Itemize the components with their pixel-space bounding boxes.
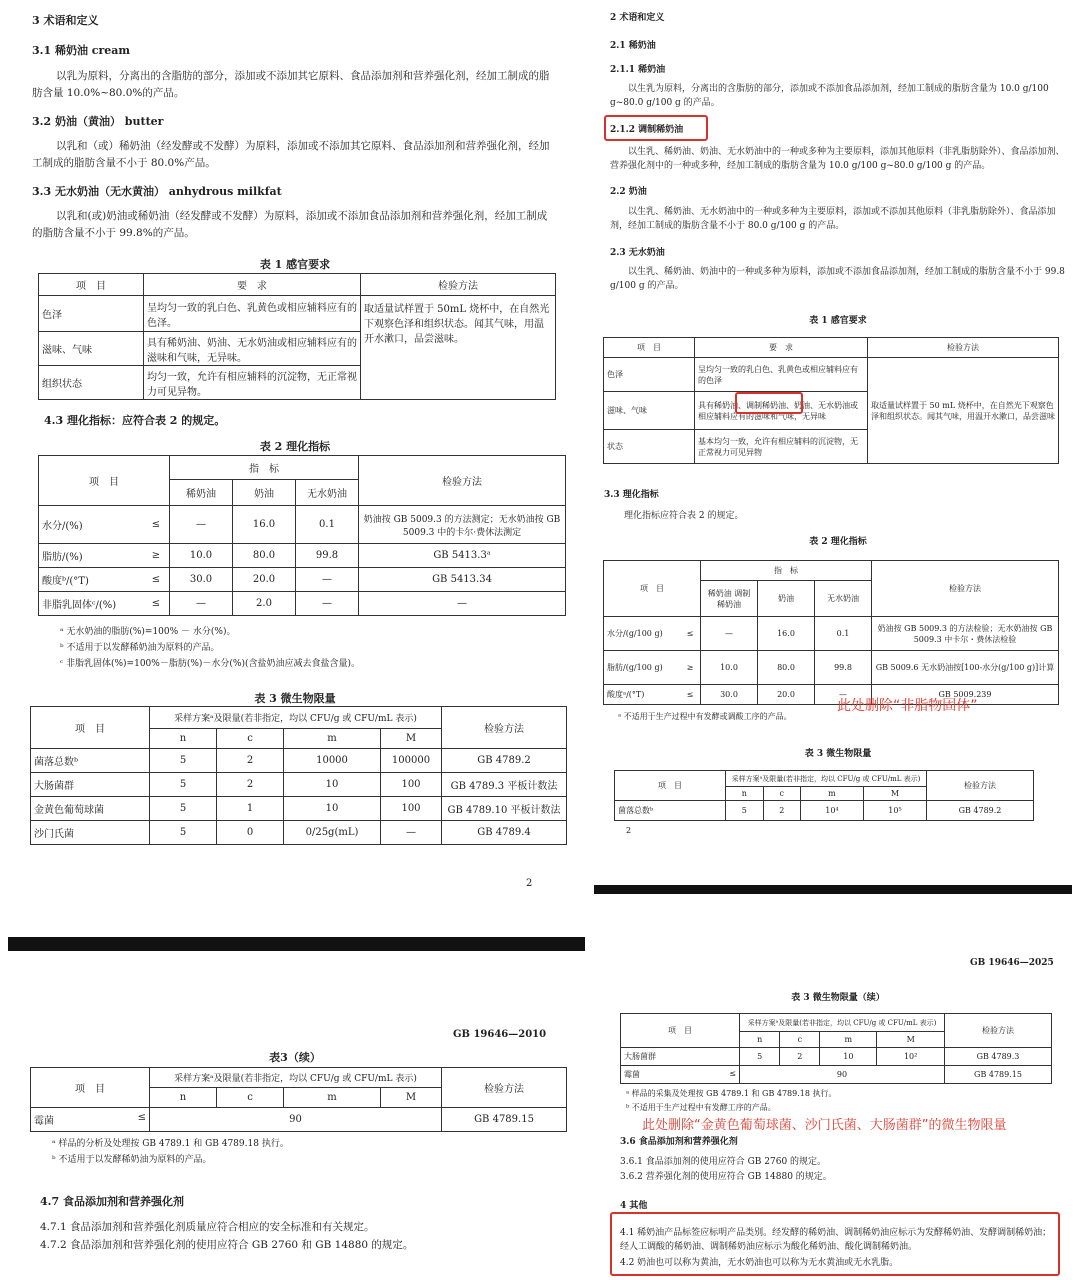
table-note: ᵇ 不适用于以发酵稀奶油为原料的产品。 xyxy=(52,1155,212,1165)
paragraph: 以生乳、稀奶油、奶油、无水奶油中的一种或多种为主要原料，添加其他原料（非乳脂肪除外）、食品添加剂、营养强化剂中的一种或多种，经加工制成的脂肪含量为 10.0 g/100 g~80.0 g/100 g 的产品。 xyxy=(610,147,1065,171)
table-header: 指 标 xyxy=(701,561,872,581)
table-cell: GB 4789.15 xyxy=(945,1066,1052,1084)
table-cell: GB 5413.34 xyxy=(359,568,566,592)
table-header: m xyxy=(800,787,863,801)
table-cell: — xyxy=(381,821,442,845)
section-heading: 3.3 无水奶油（无水黄油） anhydrous milkfat xyxy=(32,185,282,198)
paragraph: 以乳为原料，分离出的含脂肪的部分，添加或不添加其它原料、食品添加剂和营养强化剂，经加工制成的脂肪含量 10.0%~80.0%的产品。 xyxy=(32,70,550,99)
table-cell: 2 xyxy=(763,801,800,821)
table-cell: 均匀一致，允许有相应辅料的沉淀物，无正常视力可见异物。 xyxy=(144,366,361,400)
table-header: m xyxy=(284,729,381,749)
table-header: m xyxy=(820,1032,877,1048)
doc-number: GB 19646—2010 xyxy=(453,1029,547,1040)
table-header: 项 目 xyxy=(615,771,726,801)
table-header: c xyxy=(780,1032,820,1048)
section-heading: 3.6 食品添加剂和营养强化剂 xyxy=(620,1137,738,1147)
section-heading: 2.1.1 稀奶油 xyxy=(610,65,666,75)
table-cell: — xyxy=(815,685,872,705)
table-cell: 具有稀奶油、奶油、无水奶油或相应辅料应有的滋味和气味，无异味。 xyxy=(144,332,361,366)
table-header: 要 求 xyxy=(144,274,361,296)
table-cell: 80.0 xyxy=(233,544,296,568)
table-cell: 5 xyxy=(726,801,764,821)
table-cell: 状态 xyxy=(604,430,695,464)
table-header: M xyxy=(381,1088,442,1108)
table-cell: 99.8 xyxy=(815,651,872,685)
table-cell: 5 xyxy=(740,1048,780,1066)
divider-bar xyxy=(594,885,1072,894)
table-cell: GB 4789.3 xyxy=(945,1048,1052,1066)
sensory-table xyxy=(38,273,556,400)
table-cell: 水分/(%) xyxy=(39,506,144,544)
table-cell: 菌落总数ᵇ xyxy=(31,749,150,773)
table-cell: 10.0 xyxy=(701,651,758,685)
table-cell: 色泽 xyxy=(604,358,695,392)
table-header: c xyxy=(763,787,800,801)
table-cell: GB 4789.15 xyxy=(442,1108,567,1132)
paragraph: 3.6.2 营养强化剂的使用应符合 GB 14880 的规定。 xyxy=(620,1172,832,1182)
sensory-table xyxy=(603,337,1059,464)
table-header: 检验方法 xyxy=(442,707,567,749)
table-header: 检验方法 xyxy=(872,561,1059,617)
table-cell: 菌落总数ᵇ xyxy=(615,801,726,821)
table-title: 表 1 感官要求 xyxy=(809,316,867,326)
table-header: M xyxy=(863,787,926,801)
micro-table xyxy=(30,706,567,845)
table-cell: 2 xyxy=(217,749,284,773)
table-title: 表3（续） xyxy=(269,1051,321,1064)
table-cell: 奶油按 GB 5009.3 的方法测定；无水奶油按 GB 5009.3 中的卡尔·费休法测定 xyxy=(359,506,566,544)
table-header: 检验方法 xyxy=(868,338,1059,358)
table-cell: ≤ xyxy=(680,617,701,651)
table-cell: 呈均匀一致的乳白色、乳黄色或相应辅料应有的色泽 xyxy=(695,358,868,392)
table-cell: — xyxy=(701,617,758,651)
section-heading: 3 术语和定义 xyxy=(32,14,99,27)
table-cell: 90 xyxy=(740,1066,945,1084)
table-cell: 100000 xyxy=(381,749,442,773)
section-heading: 2 术语和定义 xyxy=(610,13,665,23)
page-number: 2 xyxy=(626,826,632,835)
table-cell: 酸度ᵃ/(°T) xyxy=(604,685,681,705)
table-cell: GB 4789.3 平板计数法 xyxy=(442,773,567,797)
table-cell: ≤ xyxy=(143,592,170,616)
table-cell: 10⁵ xyxy=(863,801,926,821)
paragraph: 以乳和(或)奶油或稀奶油（经发酵或不发酵）为原料，添加或不添加食品添加剂和营养强化剂，经加工制成的脂肪含量不小于 99.8%的产品。 xyxy=(32,210,548,239)
table-header: 稀奶油 调制稀奶油 xyxy=(701,581,758,617)
table-cell: 20.0 xyxy=(758,685,815,705)
table-cell: 10 xyxy=(284,773,381,797)
highlight-box xyxy=(604,115,708,141)
table-header: 检验方法 xyxy=(442,1068,567,1108)
table-cell: 0 xyxy=(217,821,284,845)
table-cell: 10 xyxy=(820,1048,877,1066)
table-header: 奶油 xyxy=(233,480,296,506)
table-cell: 10² xyxy=(877,1048,945,1066)
table-header: M xyxy=(381,729,442,749)
table-header: 检验方法 xyxy=(927,771,1034,801)
table-cell: 组织状态 xyxy=(39,366,144,400)
table-cell: GB 4789.4 xyxy=(442,821,567,845)
table-header: 指 标 xyxy=(170,456,359,480)
highlight-box xyxy=(610,1212,1060,1276)
table-header: c xyxy=(217,729,284,749)
table-cell: — xyxy=(296,568,359,592)
table-cell: 呈均匀一致的乳白色、乳黄色或相应辅料应有的色泽。 xyxy=(144,296,361,332)
section-heading: 3.3 理化指标 xyxy=(604,490,659,500)
table-cell: 99.8 xyxy=(296,544,359,568)
micro-table xyxy=(614,770,1034,821)
table-header: 检验方法 xyxy=(361,274,556,296)
table-cell: 10000 xyxy=(284,749,381,773)
section-heading: 2.1.2 调制稀奶油 xyxy=(610,125,684,135)
table-cell-text: 霉菌 xyxy=(624,1070,640,1079)
table-header: 采样方案ᵃ及限量(若非指定，均以 CFU/g 或 CFU/mL 表示) xyxy=(726,771,927,787)
section-heading: 4.7 食品添加剂和营养强化剂 xyxy=(40,1195,184,1208)
table-header: 项 目 xyxy=(31,1068,150,1108)
table-cell: GB 5009.6 无水奶油按[100-水分(g/100 g)]计算 xyxy=(872,651,1059,685)
micro-table-cont xyxy=(620,1013,1052,1084)
table-cell: — xyxy=(359,592,566,616)
table-title: 表 2 理化指标 xyxy=(809,537,867,547)
paragraph: 4.7.1 食品添加剂和营养强化剂质量应符合相应的安全标准和有关规定。 xyxy=(40,1221,375,1233)
table-header: 项 目 xyxy=(604,561,701,617)
table-header: 检验方法 xyxy=(359,456,566,506)
table-cell: ≤ xyxy=(680,685,701,705)
annotation-text: 此处删除“金黄色葡萄球菌、沙门氏菌、大肠菌群”的微生物限量 xyxy=(642,1118,1007,1133)
table-cell: 大肠菌群 xyxy=(31,773,150,797)
table-cell: 10 xyxy=(284,797,381,821)
table-cell: 金黄色葡萄球菌 xyxy=(31,797,150,821)
table-header: 项 目 xyxy=(621,1014,740,1048)
table-cell: 100 xyxy=(381,797,442,821)
table-cell: 5 xyxy=(150,821,217,845)
table-cell: — xyxy=(170,506,233,544)
table-note: ᵃ 样品的采集及处理按 GB 4789.1 和 GB 4789.18 执行。 xyxy=(626,1089,837,1098)
doc-page-2010-bottom xyxy=(0,953,590,1280)
paragraph: 4.2 奶油也可以称为黄油，无水奶油也可以称为无水黄油或无水乳脂。 xyxy=(620,1258,899,1268)
table-title: 表 3 微生物限量 xyxy=(254,692,336,705)
section-heading: 2.2 奶油 xyxy=(610,187,647,197)
divider-bar xyxy=(8,937,585,951)
table-cell: GB 4789.2 xyxy=(927,801,1034,821)
table-cell: 奶油按 GB 5009.3 的方法检验；无水奶油按 GB 5009.3 中卡尔・费休法检验 xyxy=(872,617,1059,651)
table-cell: 16.0 xyxy=(758,617,815,651)
paragraph: 以生乳、稀奶油、奶油中的一种或多种为原料，添加或不添加食品添加剂，经加工制成的脂肪含量不小于 99.8 g/100 g 的产品。 xyxy=(610,267,1065,291)
table-cell: GB 4789.2 xyxy=(442,749,567,773)
table-header: 项 目 xyxy=(39,456,170,506)
section-heading: 4 其他 xyxy=(620,1201,648,1211)
table-header: 采样方案ᵃ及限量(若非指定，均以 CFU/g 或 CFU/mL 表示) xyxy=(150,707,442,729)
table-cell: 100 xyxy=(381,773,442,797)
table-cell: ≥ xyxy=(143,544,170,568)
micro-table-cont xyxy=(30,1067,567,1132)
doc-number: GB 19646—2025 xyxy=(970,958,1054,968)
table-title: 表 2 理化指标 xyxy=(259,440,331,453)
doc-page-2025-top xyxy=(596,0,1080,885)
table-header: 要 求 xyxy=(695,338,868,358)
table-header: n xyxy=(726,787,764,801)
table-cell: 0.1 xyxy=(296,506,359,544)
paragraph: 4.7.2 食品添加剂和营养强化剂的使用应符合 GB 2760 和 GB 14880 的规定。 xyxy=(40,1239,414,1251)
table-header: n xyxy=(150,729,217,749)
table-title: 表 3 微生物限量 xyxy=(804,749,872,759)
table-header: M xyxy=(877,1032,945,1048)
paragraph: 以生乳、稀奶油、无水奶油中的一种或多种为主要原料，添加或不添加其他原料（非乳脂肪除外）、食品添加剂，经加工制成的脂肪含量不小于 80.0 g/100 g 的产品。 xyxy=(610,207,1056,231)
table-cell: 5 xyxy=(150,773,217,797)
table-header: 项 目 xyxy=(31,707,150,749)
table-header: 采样方案ᵃ及限量(若非指定，均以 CFU/g 或 CFU/mL 表示) xyxy=(150,1068,442,1088)
table-header: 采样方案ᵃ及限量(若非指定，均以 CFU/g 或 CFU/mL 表示) xyxy=(740,1014,945,1032)
table-cell: 取适量试样置于 50 mL 烧杯中，在自然光下观察色泽和组织状态。闻其气味，用温开水漱口，品尝滋味 xyxy=(868,358,1059,464)
table-cell: 90 xyxy=(150,1108,442,1132)
paragraph: 理化指标应符合表 2 的规定。 xyxy=(624,511,744,521)
table-cell: 0.1 xyxy=(815,617,872,651)
table-cell: 水分/(g/100 g) xyxy=(604,617,681,651)
table-note: ᵇ 不适用于生产过程中有发酵工序的产品。 xyxy=(626,1103,776,1112)
table-cell: ≤ xyxy=(143,506,170,544)
table-cell: 16.0 xyxy=(233,506,296,544)
table-note: ᶜ 非脂乳固体(%)=100%－脂肪(%)－水分(%)(含盐奶油应减去食盐含量)。 xyxy=(60,659,360,669)
table-note: ᵃ 无水奶油的脂肪(%)=100% － 水分(%)。 xyxy=(60,627,236,637)
table-cell xyxy=(621,1066,740,1084)
table-cell xyxy=(31,1108,150,1132)
table-cell: 具有稀奶油、调制稀奶油、奶油、无水奶油或相应辅料应有的滋味和气味，无异味 xyxy=(695,392,868,430)
table-header: 无水奶油 xyxy=(296,480,359,506)
paragraph: 以乳和（或）稀奶油（经发酵或不发酵）为原料，添加或不添加其它原料、食品添加剂和营养强化剂，经加工制成的脂肪含量不小于 80.0%产品。 xyxy=(32,140,550,169)
paragraph: 3.6.1 食品添加剂的使用应符合 GB 2760 的规定。 xyxy=(620,1157,827,1167)
annotation-text: 此处删除“非脂物固体” xyxy=(837,698,978,714)
doc-page-2010-top xyxy=(0,0,590,905)
table-cell: 10⁴ xyxy=(800,801,863,821)
table-cell: 1 xyxy=(217,797,284,821)
table-note: ᵇ 不适用于以发酵稀奶油为原料的产品。 xyxy=(60,643,220,653)
table-cell-text: ≤ xyxy=(137,1112,146,1123)
table-header: 项 目 xyxy=(604,338,695,358)
table-header: 奶油 xyxy=(758,581,815,617)
physchem-table xyxy=(38,455,566,616)
section-heading: 2.3 无水奶油 xyxy=(610,248,665,258)
table-cell: GB 4789.10 平板计数法 xyxy=(442,797,567,821)
table-cell: 2.0 xyxy=(233,592,296,616)
table-header: 检验方法 xyxy=(945,1014,1052,1048)
table-cell: 滋味、气味 xyxy=(604,392,695,430)
table-title: 表 1 感官要求 xyxy=(259,258,331,271)
table-header: n xyxy=(150,1088,217,1108)
table-cell: 20.0 xyxy=(233,568,296,592)
section-heading: 3.1 稀奶油 cream xyxy=(32,44,131,57)
table-header: 项 目 xyxy=(39,274,144,296)
section-heading: 4.3 理化指标：应符合表 2 的规定。 xyxy=(44,414,226,427)
section-heading: 3.2 奶油（黄油） butter xyxy=(32,115,164,128)
table-cell: 基本均匀一致，允许有相应辅料的沉淀物，无正常视力可见异物 xyxy=(695,430,868,464)
section-heading: 2.1 稀奶油 xyxy=(610,41,656,51)
page-number: 2 xyxy=(526,878,533,889)
physchem-table xyxy=(603,560,1059,705)
paragraph: 以生乳为原料，分离出的含脂肪的部分，添加或不添加食品添加剂，经加工制成的脂肪含量为 10.0 g/100 g~80.0 g/100 g 的产品。 xyxy=(610,84,1049,108)
table-header: 无水奶油 xyxy=(815,581,872,617)
table-cell: 大肠菌群 xyxy=(621,1048,740,1066)
table-cell: GB 5009.239 xyxy=(872,685,1059,705)
table-header: m xyxy=(284,1088,381,1108)
table-cell: 5 xyxy=(150,749,217,773)
table-cell: 脂肪/(g/100 g) xyxy=(604,651,681,685)
table-cell: 脂肪/(%) xyxy=(39,544,144,568)
paragraph: 4.1 稀奶油产品标签应标明产品类别。经发酵的稀奶油、调制稀奶油应标示为发酵稀奶油、发酵调制稀奶油；经人工调酸的稀奶油、调制稀奶油应标示为酸化稀奶油、酸化调制稀奶油。 xyxy=(620,1228,1052,1252)
table-cell: 2 xyxy=(780,1048,820,1066)
table-cell: 沙门氏菌 xyxy=(31,821,150,845)
table-cell: 30.0 xyxy=(170,568,233,592)
table-header: c xyxy=(217,1088,284,1108)
doc-page-2025-bottom xyxy=(596,900,1080,1280)
table-cell: 非脂乳固体ᶜ/(%) xyxy=(39,592,144,616)
table-note: ᵃ 样品的分析及处理按 GB 4789.1 和 GB 4789.18 执行。 xyxy=(52,1139,289,1149)
table-cell: GB 5413.3ᵃ xyxy=(359,544,566,568)
table-cell: 10.0 xyxy=(170,544,233,568)
table-cell: 0/25g(mL) xyxy=(284,821,381,845)
table-cell-text: ≤ xyxy=(729,1069,736,1078)
table-cell: 滋味、气味 xyxy=(39,332,144,366)
highlight-box xyxy=(735,392,803,414)
table-cell: 80.0 xyxy=(758,651,815,685)
table-cell: ≤ xyxy=(143,568,170,592)
table-cell: 酸度ᵇ/(°T) xyxy=(39,568,144,592)
table-cell: 5 xyxy=(150,797,217,821)
table-header: n xyxy=(740,1032,780,1048)
table-note: ᵃ 不适用于生产过程中有发酵或调酸工序的产品。 xyxy=(618,712,792,721)
table-header: 稀奶油 xyxy=(170,480,233,506)
table-cell: 色泽 xyxy=(39,296,144,332)
table-cell: 2 xyxy=(217,773,284,797)
table-cell-text: 霉菌 xyxy=(34,1116,54,1127)
table-cell: 取适量试样置于 50mL 烧杯中，在自然光下观察色泽和组织状态。闻其气味，用温开水漱口，品尝滋味。 xyxy=(361,296,556,400)
table-cell: 30.0 xyxy=(701,685,758,705)
table-cell: — xyxy=(170,592,233,616)
table-cell: — xyxy=(296,592,359,616)
table-title: 表 3 微生物限量（续） xyxy=(791,993,885,1003)
table-cell: ≥ xyxy=(680,651,701,685)
